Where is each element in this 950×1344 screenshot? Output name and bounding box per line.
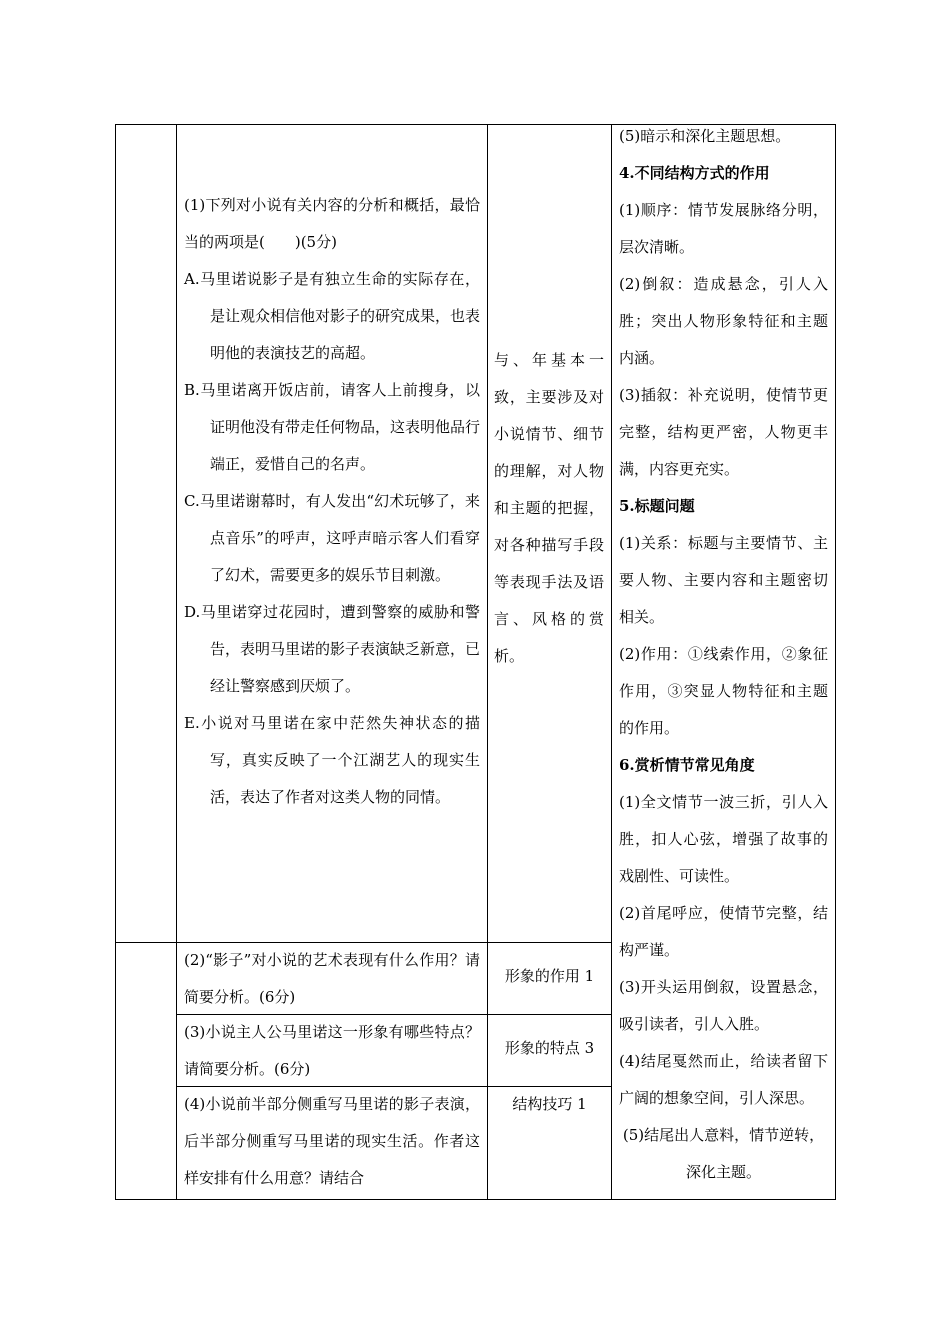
summary-item: (1)关系：标题与主要情节、主要人物、主要内容和主题密切相关。 <box>619 534 828 626</box>
table-border-right <box>835 124 836 1200</box>
summary-item: (1)顺序：情节发展脉络分明，层次清晰。 <box>619 201 828 256</box>
option-b: B.马里诺离开饭店前，请客人上前搜身，以证明他没有带走任何物品，这表明他品行端正，爱惜自己的名声。 <box>184 381 481 473</box>
column-divider-1 <box>176 124 177 1200</box>
table-border-bottom <box>115 1199 836 1200</box>
question-3-text: (3)小说主人公马里诺这一形象有哪些特点？请简要分析。(6分) <box>184 1023 480 1078</box>
option-d: D.马里诺穿过花园时，遭到警察的威胁和警告，表明马里诺的影子表演缺乏新意，已经让警察感到厌烦了。 <box>184 603 481 695</box>
method-summary-cell <box>619 118 828 1191</box>
section-heading-title: 5.标题问题 <box>619 497 695 515</box>
option-a: A.马里诺说影子是有独立生命的实际存在，是让观众相信他对影子的研究成果，也表明他的表演技艺的高超。 <box>184 270 481 362</box>
option-e: E.小说对马里诺在家中茫然失神状态的描写，真实反映了一个江湖艺人的现实生活，表达了作者对这类人物的同情。 <box>184 714 480 806</box>
summary-item: (3)插叙：补充说明，使情节更完整，结构更严密，人物更丰满，内容更充实。 <box>619 386 828 478</box>
exam-analysis-text: 与、年基本一致，主要涉及对小说情节、细节的理解，对人物和主题的把握，对各种描写手段等表现手法及语言、风格的赏析。 <box>494 351 604 665</box>
question-1-stem: (1)下列对小说有关内容的分析和概括，最恰当的两项是( )(5分) <box>184 196 480 251</box>
question-4-cell <box>184 1086 480 1197</box>
question-3-tag-cell <box>488 1030 611 1067</box>
question-3-cell <box>184 1014 480 1088</box>
question-2-tag-cell <box>488 958 611 995</box>
question-4-text: (4)小说前半部分侧重写马里诺的影子表演，后半部分侧重写马里诺的现实生活。作者这样安排有什么用意？请结合 <box>184 1095 480 1187</box>
exam-analysis-cell <box>494 342 604 675</box>
section-heading-plot: 6.赏析情节常见角度 <box>619 756 755 774</box>
column-divider-3 <box>611 124 612 1200</box>
summary-item: (5)暗示和深化主题思想。 <box>619 127 791 145</box>
option-c: C.马里诺谢幕时，有人发出“幻术玩够了，来点音乐”的呼声，这呼声暗示客人们看穿了幻术，需要更多的娱乐节目刺激。 <box>184 492 480 584</box>
question-1-cell <box>184 187 480 816</box>
question-4-tag-cell <box>488 1086 611 1123</box>
question-4-tag: 结构技巧 1 <box>512 1095 587 1113</box>
question-2-tag: 形象的作用 1 <box>504 967 595 985</box>
question-2-cell <box>184 942 480 1016</box>
question-3-tag: 形象的特点 3 <box>504 1039 595 1057</box>
summary-item: (2)倒叙：造成悬念，引人入胜；突出人物形象特征和主题内涵。 <box>619 275 828 367</box>
summary-item: (1)全文情节一波三折，引人入胜，扣人心弦，增强了故事的戏剧性、可读性。 <box>619 793 828 885</box>
summary-item: (2)首尾呼应，使情节完整，结构严谨。 <box>619 904 828 959</box>
section-heading-structure: 4.不同结构方式的作用 <box>619 164 770 182</box>
summary-item: (4)结尾戛然而止，给读者留下广阔的想象空间，引人深思。 <box>619 1052 828 1107</box>
summary-item-last: (5)结尾出人意料，情节逆转，深化主题。 <box>622 1126 825 1181</box>
table-border-left <box>115 124 116 1200</box>
question-2-text: (2)“影子”对小说的艺术表现有什么作用？请简要分析。(6分) <box>184 951 480 1006</box>
summary-item: (3)开头运用倒叙，设置悬念，吸引读者，引人入胜。 <box>619 978 828 1033</box>
summary-item: (2)作用：①线索作用，②象征作用，③突显人物特征和主题的作用。 <box>619 645 828 737</box>
